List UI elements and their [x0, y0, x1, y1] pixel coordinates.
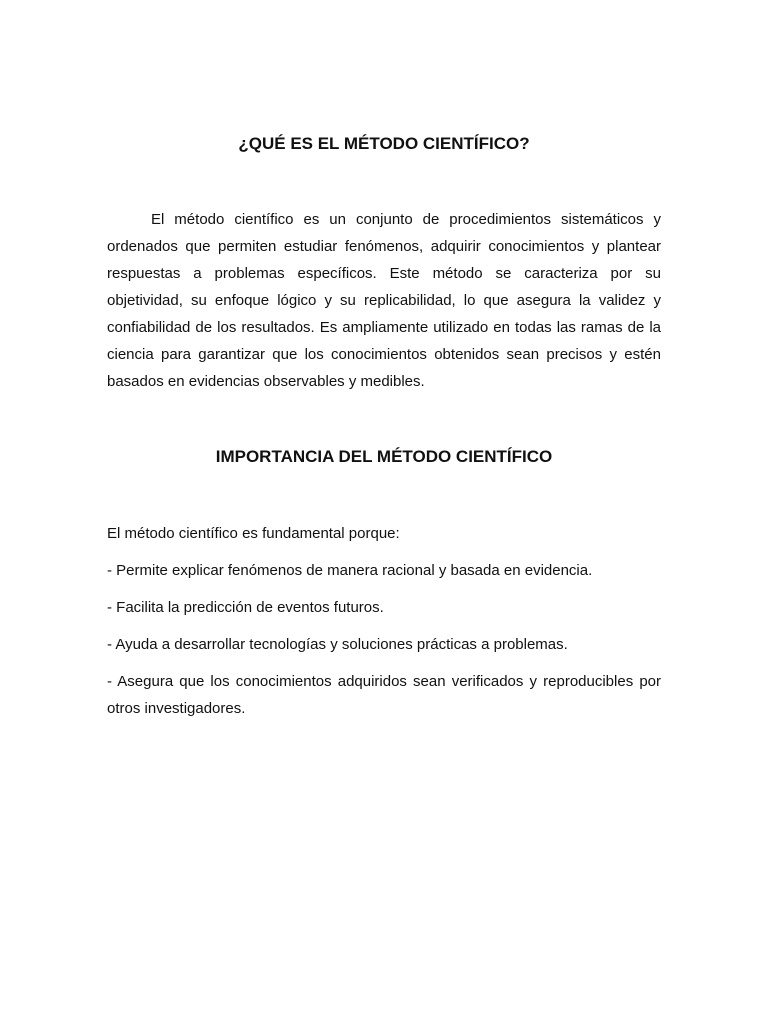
- section-title-what-is: ¿QUÉ ES EL MÉTODO CIENTÍFICO?: [238, 134, 530, 153]
- list-item: - Permite explicar fenómenos de manera racional y basada en evidencia.: [107, 562, 593, 579]
- importance-intro: El método científico es fundamental porque:: [107, 525, 400, 542]
- list-item: - Asegura que los conocimientos adquiridos sean verificados y reproducibles por otros investigadores.: [107, 673, 661, 717]
- definition-paragraph: El método científico es un conjunto de procedimientos sistemáticos y ordenados que permiten estudiar fenómenos, adquirir conocimientos y plantear respuestas a problemas específicos. Este método se caracteriza por su objetividad, su enfoque lógico y su replicabilidad, lo que asegura la validez y confiabilidad de los resultados. Es ampliamente utilizado en todas las ramas de la ciencia para garantizar que los conocimientos obtenidos sean precisos y estén basados en evidencias observables y medibles.: [107, 211, 661, 390]
- importance-list: [107, 557, 661, 732]
- list-item: - Ayuda a desarrollar tecnologías y soluciones prácticas a problemas.: [107, 636, 568, 653]
- section-title-importance: IMPORTANCIA DEL MÉTODO CIENTÍFICO: [215, 447, 553, 466]
- list-item: - Facilita la predicción de eventos futuros.: [107, 599, 384, 616]
